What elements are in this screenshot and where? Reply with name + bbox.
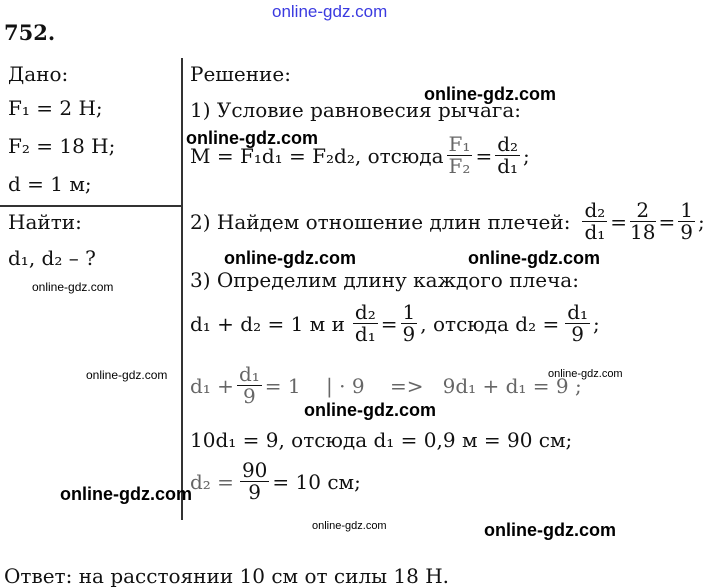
equation-1: M = F₁d₁ = F₂d₂, отсюда $\frac{\text{F₁}}{\text{F₂}}$ = $\frac{\text{d₂}}{\text{d₁}}$ ; <box>190 132 530 178</box>
eq6-num: 90 <box>241 458 268 482</box>
divider-vertical <box>181 58 183 520</box>
given-f1: F₁ = 2 Н; <box>8 96 103 120</box>
given-d: d = 1 м; <box>8 172 92 196</box>
divider-horizontal <box>0 205 181 207</box>
eq2-num2: 2 <box>630 200 655 222</box>
eq1-frac-num: F₁ <box>448 132 471 156</box>
eq2-frac-3 <box>678 200 695 243</box>
watermark: online-gdz.com <box>548 368 623 380</box>
eq3-den2: 9 <box>402 322 416 346</box>
eq3-den3: 9 <box>571 322 584 346</box>
solution-heading: Решение: <box>190 62 291 86</box>
step3-text: 3) Определим длину каждого плеча: <box>190 268 579 292</box>
watermark: online-gdz.com <box>312 520 387 532</box>
eq6-right: = 10 см; <box>272 469 361 494</box>
problem-number: 752. <box>4 20 56 45</box>
eq3-frac-1 <box>353 302 378 345</box>
given-heading: Дано: <box>8 62 69 86</box>
eq2-frac-2 <box>630 200 655 243</box>
equation-2: 2) Найдем отношение длин плечей: $\frac{\text{d₂}}{\text{d₁}}$ = $\frac{2}{18}$ = $\frac{1}{9}$ ; <box>190 198 705 244</box>
eq1-frac-den: F₂ <box>448 154 471 178</box>
eq1-frac2-den: d₁ <box>497 154 519 178</box>
eq6-left: d₂ = <box>190 469 234 494</box>
eq4-num: d₁ <box>238 362 260 386</box>
eq3-num3: d₁ <box>567 300 589 324</box>
eq3-num1: d₂ <box>354 300 376 324</box>
eq4-right: = 1 | · 9 => 9d₁ + d₁ = 9 ; <box>264 373 582 398</box>
eq4-den: 9 <box>242 384 256 408</box>
eq1-frac-lengths <box>495 134 520 177</box>
watermark: online-gdz.com <box>468 248 600 268</box>
watermark: online-gdz.com <box>186 128 318 148</box>
watermark: online-gdz.com <box>32 280 114 294</box>
answer-text: Ответ: на расстоянии 10 см от силы 18 Н. <box>4 564 450 588</box>
eq1-frac2-num: d₂ <box>497 132 519 156</box>
eq2-den3: 9 <box>680 220 693 244</box>
eq4-left: d₁ + <box>190 373 234 398</box>
watermark: online-gdz.com <box>60 484 192 504</box>
equation-3: d₁ + d₂ = 1 м и $\frac{\text{d₂}}{\text{d₁}}$ = $\frac{1}{9}$ , отсюда d₂ = $\frac{\text{d₁}}{9}$ ; <box>190 300 600 346</box>
eq2-num3: 1 <box>680 198 693 222</box>
equation-6 <box>190 460 361 503</box>
eq2-den2: 18 <box>630 220 656 244</box>
eq6-frac <box>240 460 269 503</box>
eq3-frac-3 <box>565 302 590 345</box>
eq2-den1: d₁ <box>584 220 606 244</box>
eq6-den: 9 <box>248 480 262 504</box>
watermark-top: online-gdz.com <box>272 2 388 21</box>
step2-text: 2) Найдем отношение длин плечей: <box>190 209 571 234</box>
watermark: online-gdz.com <box>224 248 356 268</box>
eq4-frac <box>237 364 262 407</box>
watermark: online-gdz.com <box>484 520 616 540</box>
watermark: online-gdz.com <box>304 400 436 420</box>
find-target: d₁, d₂ – ? <box>8 246 96 270</box>
watermark: online-gdz.com <box>424 84 556 104</box>
watermark: online-gdz.com <box>86 368 168 382</box>
find-heading: Найти: <box>8 210 82 234</box>
equation-5: 10d₁ = 9, отсюда d₁ = 0,9 м = 90 см; <box>190 428 573 452</box>
eq1-left: M = F₁d₁ = F₂d₂, отсюда <box>190 143 444 168</box>
eq3-frac-2 <box>401 302 418 345</box>
eq1-frac-forces <box>447 134 473 177</box>
eq3-den1: d₁ <box>354 322 376 346</box>
eq2-frac-1 <box>582 200 607 243</box>
eq3-left: d₁ + d₂ = 1 м и <box>190 311 345 336</box>
eq2-num1: d₂ <box>584 198 606 222</box>
step1-text: 1) Условие равновесия рычага: <box>190 98 522 122</box>
eq3-num2: 1 <box>402 300 416 324</box>
eq3-mid: , отсюда d₂ = <box>420 311 560 336</box>
given-f2: F₂ = 18 Н; <box>8 134 116 158</box>
